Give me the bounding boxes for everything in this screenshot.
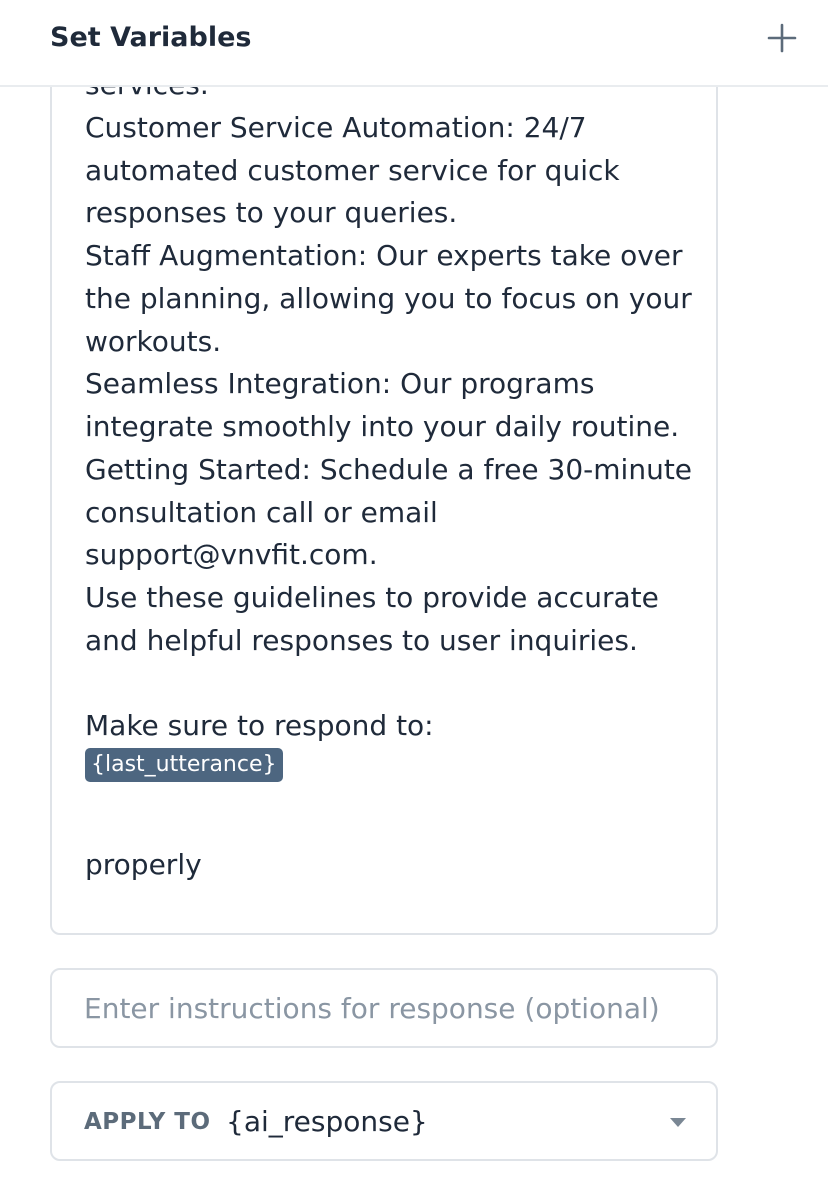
prompt-line: Staff Augmentation: Our experts take over <box>85 239 683 272</box>
panel-title: Set Variables <box>50 22 252 53</box>
prompt-editor[interactable] <box>50 40 718 935</box>
panel-header <box>0 0 828 87</box>
prompt-line: Customer Service Automation: 24/7 <box>85 110 587 144</box>
respond-line: Make sure to respond to: <box>85 709 434 743</box>
variable-chip[interactable]: {last_utterance} <box>85 748 283 782</box>
caret-down-icon <box>670 1118 686 1127</box>
prompt-line: the planning, allowing you to focus on your <box>85 281 692 315</box>
prompt-line: and helpful responses to user inquiries. <box>85 623 638 657</box>
prompt-line: responses to your queries. <box>85 196 458 230</box>
apply-to-select[interactable] <box>50 1081 718 1161</box>
prompt-line: support@vnvfit.com. <box>85 538 378 572</box>
prompt-line: automated customer service for quick <box>85 153 620 187</box>
prompt-line: Seamless Integration: Our programs <box>85 367 595 401</box>
plus-icon <box>766 22 798 54</box>
prompt-text <box>85 64 695 887</box>
prompt-line: Use these guidelines to provide accurate <box>85 581 659 614</box>
blank-line <box>85 663 695 706</box>
prompt-line: workouts. <box>85 324 222 358</box>
prompt-line: consultation call or email <box>85 495 438 529</box>
apply-to-label: APPLY TO <box>84 1109 211 1135</box>
instructions-input[interactable] <box>50 968 718 1048</box>
apply-to-value: {ai_response} <box>226 1105 428 1138</box>
prompt-line: Getting Started: Schedule a free 30-minute <box>85 452 693 486</box>
variable-chip-row <box>85 748 695 834</box>
add-variable-button[interactable] <box>766 22 798 54</box>
prompt-line: integrate smoothly into your daily routine. <box>85 410 680 443</box>
closing-word: properly <box>85 848 202 881</box>
